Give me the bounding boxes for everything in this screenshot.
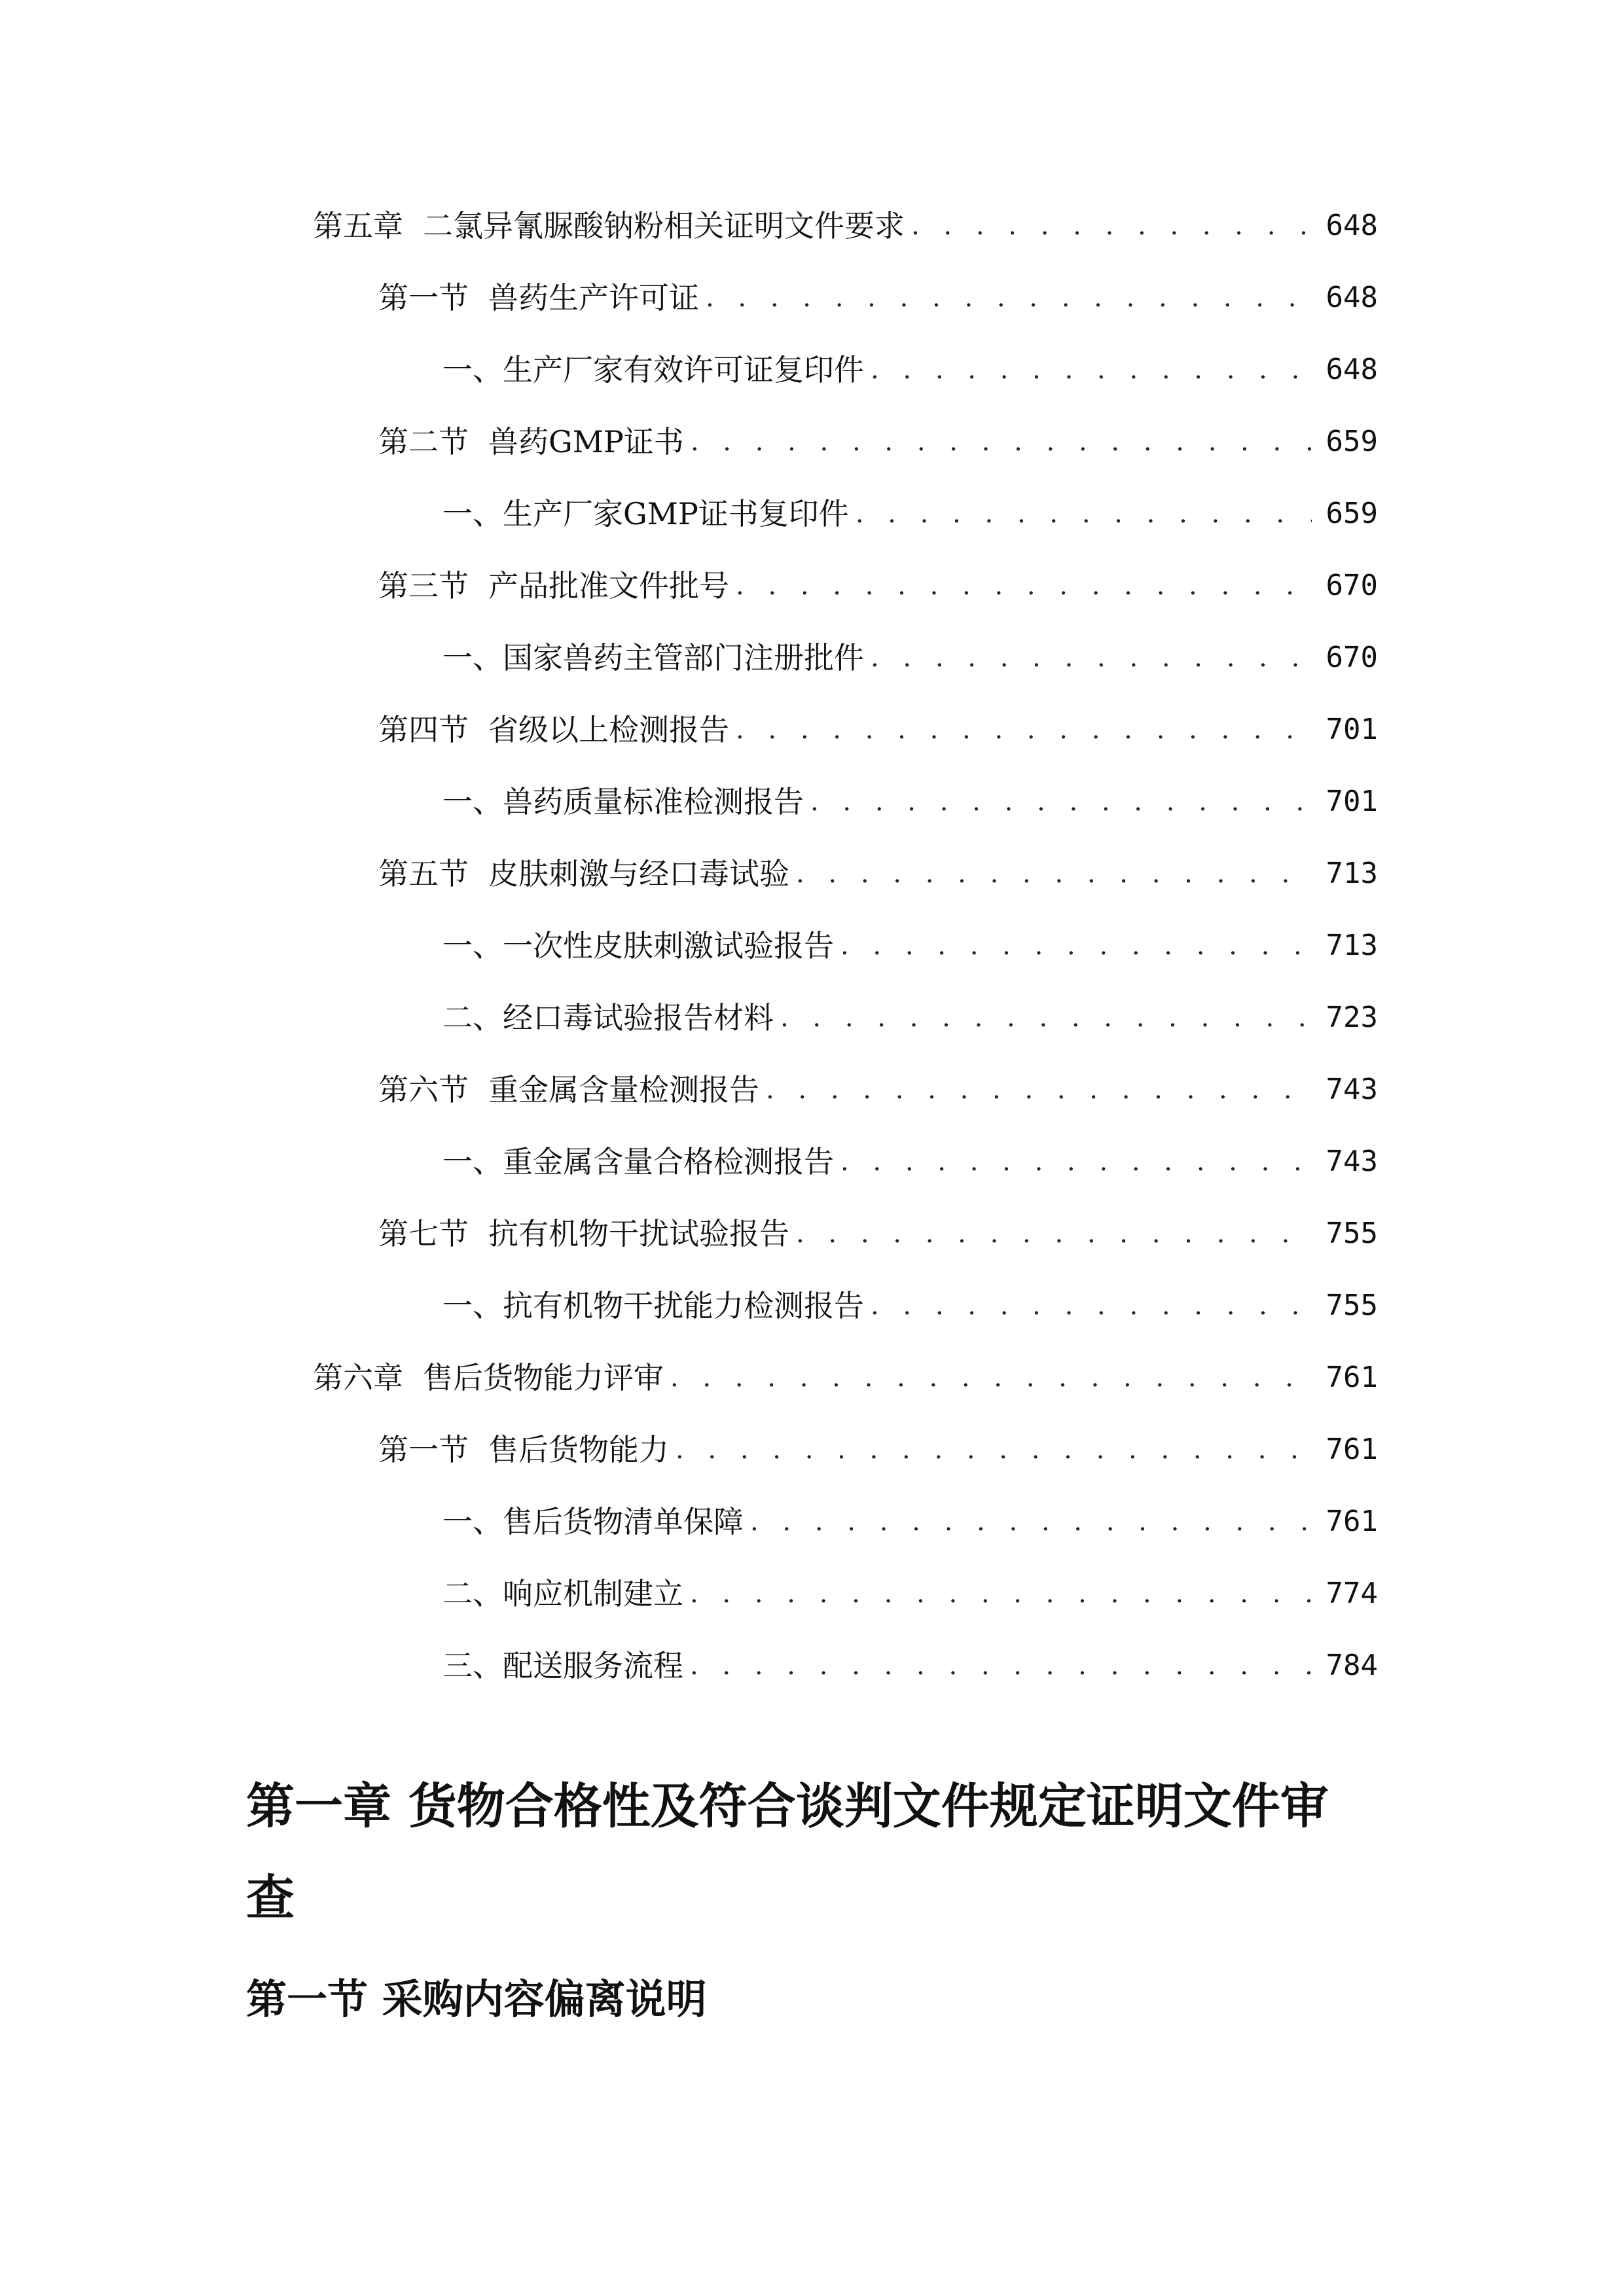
toc-dot-leader: [690, 1653, 1312, 1679]
toc-dot-leader: [750, 1509, 1312, 1535]
toc-entry-title: 一次性皮肤刺激试验报告: [503, 928, 834, 963]
toc-entry-number: 第一节: [378, 1432, 469, 1467]
toc-entry-title: 售后货物清单保障: [503, 1504, 744, 1539]
toc-dot-leader: [840, 933, 1312, 959]
toc-entry-number: 二、: [442, 1000, 503, 1035]
toc-entry-page: 670: [1326, 569, 1378, 602]
toc-entry-title: 兽药质量标准检测报告: [503, 784, 804, 819]
toc-entry-chapter-5[interactable]: [0, 190, 1624, 262]
toc-entry-section[interactable]: [0, 1054, 1624, 1126]
toc-entry-title: 皮肤刺激与经口毒试验: [488, 856, 789, 891]
toc-entry-section[interactable]: [0, 694, 1624, 766]
toc-entry-number: 第五节: [378, 856, 469, 891]
toc-entry-number: 一、: [442, 640, 503, 675]
toc-entry-title: 省级以上检测报告: [488, 712, 729, 747]
toc-dot-leader: [871, 1293, 1312, 1319]
toc-entry-page: 743: [1326, 1145, 1378, 1178]
toc-entry-title: 生产厂家有效许可证复印件: [503, 352, 864, 387]
toc-entry-page: 755: [1326, 1289, 1378, 1322]
toc-dot-leader: [871, 645, 1312, 671]
toc-entry-chapter-6[interactable]: [0, 1342, 1624, 1414]
toc-entry-item[interactable]: [0, 910, 1624, 982]
toc-entry-page: 761: [1326, 1433, 1378, 1466]
toc-dot-leader: [840, 1149, 1312, 1175]
toc-entry-page: 784: [1326, 1649, 1378, 1682]
toc-entry-number: 一、: [442, 928, 503, 963]
toc-entry-section[interactable]: [0, 262, 1624, 334]
toc-entry-page: 723: [1326, 1001, 1378, 1034]
toc-entry-item[interactable]: [0, 1630, 1624, 1702]
toc-entry-section[interactable]: [0, 838, 1624, 910]
toc-entry-title: 兽药GMP证书: [488, 424, 684, 459]
toc-entry-page: 648: [1326, 209, 1378, 242]
toc-entry-number: 一、: [442, 1504, 503, 1539]
toc-entry-number: 第四节: [378, 712, 469, 747]
toc-entry-title: 重金属含量检测报告: [488, 1072, 759, 1107]
toc-entry-section[interactable]: [0, 550, 1624, 622]
section-heading: 第一节 采购内容偏离说明: [246, 1975, 707, 2023]
toc-dot-leader: [766, 1077, 1312, 1103]
toc-entry-number: 一、: [442, 784, 503, 819]
toc-entry-number: 一、: [442, 352, 503, 387]
toc-entry-page: 713: [1326, 929, 1378, 962]
toc-entry-number: 一、: [442, 1288, 503, 1323]
toc-entry-page: 743: [1326, 1073, 1378, 1106]
toc-entry-title: 兽药生产许可证: [488, 280, 699, 315]
toc-dot-leader: [856, 501, 1312, 527]
toc-entry-page: 659: [1326, 497, 1378, 530]
toc-entry-number: 三、: [442, 1648, 503, 1683]
toc-entry-number: 一、: [442, 496, 503, 531]
toc-dot-leader: [911, 213, 1312, 239]
toc-dot-leader: [796, 1221, 1312, 1247]
toc-entry-item[interactable]: [0, 1270, 1624, 1342]
toc-entry-title: 生产厂家GMP证书复印件: [503, 496, 849, 531]
toc-entry-page: 648: [1326, 281, 1378, 314]
toc-entry-item[interactable]: [0, 622, 1624, 694]
toc-entry-item[interactable]: [0, 334, 1624, 406]
toc-entry-page: 670: [1326, 641, 1378, 674]
toc-entry-page: 761: [1326, 1361, 1378, 1394]
toc-dot-leader: [780, 1005, 1312, 1031]
toc-entry-number: 第六节: [378, 1072, 469, 1107]
toc-entry-title: 产品批准文件批号: [488, 568, 729, 603]
table-of-contents: [0, 190, 1624, 1702]
toc-dot-leader: [676, 1437, 1312, 1463]
toc-dot-leader: [691, 429, 1312, 455]
toc-entry-title: 抗有机物干扰试验报告: [488, 1216, 789, 1251]
toc-entry-item[interactable]: [0, 1486, 1624, 1558]
toc-entry-page: 701: [1326, 785, 1378, 818]
toc-entry-number: 一、: [442, 1144, 503, 1179]
toc-entry-title: 售后货物能力评审: [423, 1360, 664, 1395]
toc-entry-number: 第三节: [378, 568, 469, 603]
toc-entry-page: 648: [1326, 353, 1378, 386]
chapter-heading: 第一章 货物合格性及符合谈判文件规定证明文件审查: [246, 1778, 1329, 1926]
toc-entry-title: 重金属含量合格检测报告: [503, 1144, 834, 1179]
toc-entry-number: 第一节: [378, 280, 469, 315]
toc-entry-page: 659: [1326, 425, 1378, 458]
toc-entry-title: 国家兽药主管部门注册批件: [503, 640, 864, 675]
toc-entry-title: 售后货物能力: [488, 1432, 669, 1467]
toc-entry-section[interactable]: [0, 1414, 1624, 1486]
toc-entry-page: 701: [1326, 713, 1378, 746]
toc-entry-page: 774: [1326, 1577, 1378, 1610]
toc-dot-leader: [871, 357, 1312, 383]
toc-entry-title: 抗有机物干扰能力检测报告: [503, 1288, 864, 1323]
toc-entry-section[interactable]: [0, 406, 1624, 478]
toc-entry-item[interactable]: [0, 766, 1624, 838]
toc-entry-item[interactable]: [0, 1126, 1624, 1198]
toc-dot-leader: [796, 861, 1312, 887]
toc-entry-page: 755: [1326, 1217, 1378, 1250]
toc-entry-title: 响应机制建立: [503, 1576, 683, 1611]
toc-entry-item[interactable]: [0, 982, 1624, 1054]
toc-entry-section[interactable]: [0, 1198, 1624, 1270]
toc-entry-page: 761: [1326, 1505, 1378, 1538]
toc-entry-title: 配送服务流程: [503, 1648, 683, 1683]
toc-entry-number: 二、: [442, 1576, 503, 1611]
toc-entry-title: 经口毒试验报告材料: [503, 1000, 774, 1035]
toc-dot-leader: [670, 1365, 1312, 1391]
toc-entry-number: 第二节: [378, 424, 469, 459]
toc-entry-item[interactable]: [0, 1558, 1624, 1630]
toc-entry-number: 第六章: [313, 1360, 403, 1395]
toc-entry-number: 第七节: [378, 1216, 469, 1251]
toc-dot-leader: [736, 573, 1312, 599]
toc-entry-page: 713: [1326, 857, 1378, 890]
toc-dot-leader: [810, 789, 1312, 815]
toc-entry-number: 第五章: [313, 208, 403, 243]
toc-entry-item[interactable]: [0, 478, 1624, 550]
toc-dot-leader: [690, 1581, 1312, 1607]
toc-entry-title: 二氯异氰脲酸钠粉相关证明文件要求: [423, 208, 905, 243]
toc-dot-leader: [706, 285, 1312, 311]
toc-dot-leader: [736, 717, 1312, 743]
